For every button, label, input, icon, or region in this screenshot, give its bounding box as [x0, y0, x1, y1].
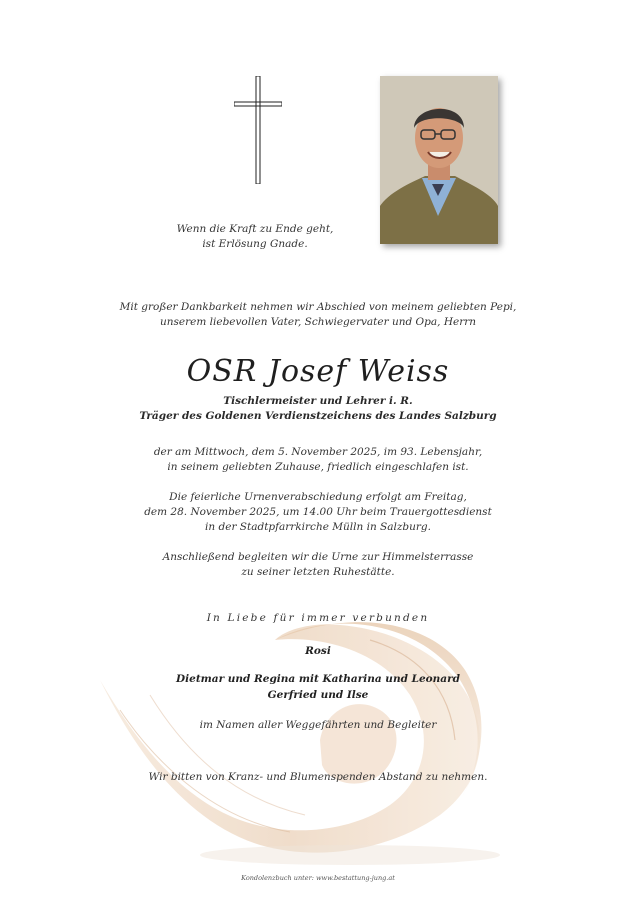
burial-line-2: zu seiner letzten Ruhestätte. — [241, 566, 395, 578]
cross-icon — [234, 76, 282, 184]
portrait-photo — [380, 76, 498, 244]
intro-line-1: Mit großer Dankbarkeit nehmen wir Abschied von meinem geliebten Pepi, — [119, 301, 517, 313]
donation-request: Wir bitten von Kranz- und Blumenspenden Abstand zu nehmen. — [148, 771, 488, 783]
wood-shaving-decoration — [90, 600, 530, 870]
deceased-title-1: Tischlermeister und Lehrer i. R. — [223, 395, 413, 407]
ceremony-line-1: Die feierliche Urnenverabschiedung erfolgt am Freitag, — [169, 491, 467, 503]
deceased-title-2: Träger des Goldenen Verdienstzeichens des Landes Salzburg — [139, 410, 497, 422]
condolence-link[interactable]: Kondolenzbuch unter: www.bestattung-jung.at — [241, 874, 395, 882]
death-line-2: in seinem geliebten Zuhause, friedlich eingeschlafen ist. — [167, 461, 469, 473]
intro-line-2: unserem liebevollen Vater, Schwiegervater und Opa, Herrn — [159, 316, 476, 328]
ceremony-line-2: dem 28. November 2025, um 14.00 Uhr beim Trauergottesdienst — [144, 506, 492, 518]
others-line: im Namen aller Weggefährten und Begleiter — [199, 719, 437, 731]
portrait-image — [380, 76, 498, 244]
family-dietmar: Dietmar und Regina mit Katharina und Leonard — [176, 673, 460, 685]
family-gerfried: Gerfried und Ilse — [267, 689, 369, 701]
quote-line-2: ist Erlösung Gnade. — [202, 238, 308, 250]
burial-line-1: Anschließend begleiten wir die Urne zur Himmelsterrasse — [162, 551, 474, 563]
ceremony-line-3: in der Stadtpfarrkirche Mülln in Salzburg. — [205, 521, 431, 533]
quote — [130, 222, 380, 252]
family-rosi: Rosi — [305, 645, 331, 657]
deceased-name: OSR Josef Weiss — [186, 354, 450, 389]
closing-motto: In Liebe für immer verbunden — [206, 612, 430, 624]
death-line-1: der am Mittwoch, dem 5. November 2025, im 93. Lebensjahr, — [153, 446, 483, 458]
quote-line-1: Wenn die Kraft zu Ende geht, — [176, 223, 334, 235]
